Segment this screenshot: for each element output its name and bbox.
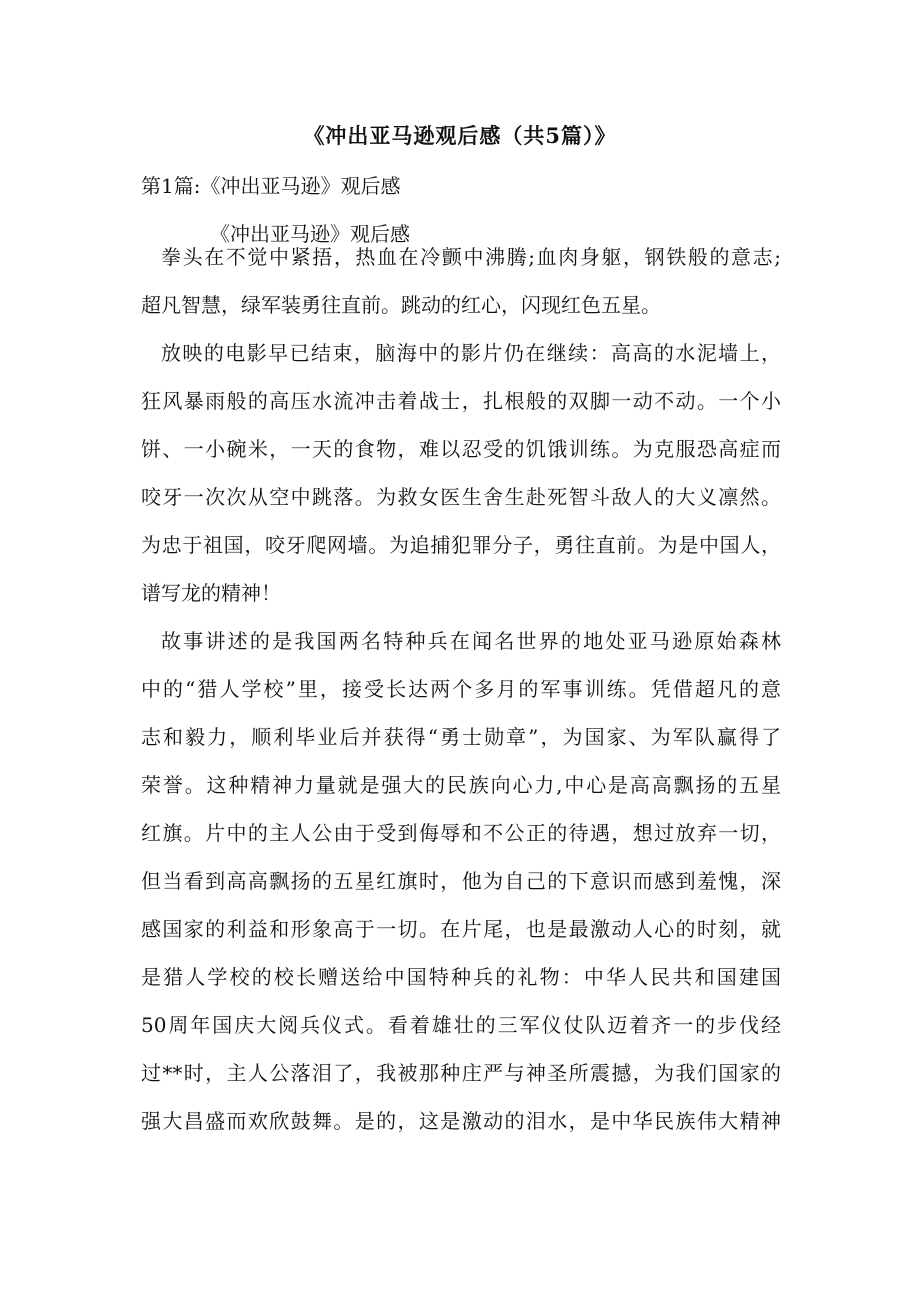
text-line: 谱写龙的精神！ [141, 581, 281, 605]
text-line: 但当看到高高飘扬的五星红旗时，他为自己的下意识而感到羞愧，深 [141, 869, 781, 893]
body-text [141, 233, 781, 1145]
text-line: 红旗。片中的主人公由于受到侮辱和不公正的待遇，想过放弃一切， [141, 821, 781, 845]
text-line: 饼、一小碗米，一天的食物，难以忍受的饥饿训练。为克服恐高症而 [141, 437, 781, 461]
text-line: 狂风暴雨般的高压水流冲击着战士，扎根般的双脚一动不动。一个小 [141, 389, 781, 413]
text-line: 超凡智慧，绿军装勇往直前。跳动的红心，闪现红色五星。 [141, 293, 661, 317]
paragraph [141, 329, 781, 617]
paragraph [141, 617, 781, 1145]
text-line: 咬牙一次次从空中跳落。为救女医生舍生赴死智斗敌人的大义凛然。 [141, 485, 781, 509]
text-line: 是猎人学校的校长赠送给中国特种兵的礼物：中华人民共和国建国 [141, 965, 781, 989]
chapter-heading: 第1篇:《冲出亚马逊》观后感 [141, 174, 401, 198]
text-line: 志和毅力，顺利毕业后并获得“勇士勋章”，为国家、为军队赢得了 [141, 725, 781, 749]
text-line: 故事讲述的是我国两名特种兵在闻名世界的地处亚马逊原始森林 [161, 629, 781, 653]
text-line: 中的“猎人学校”里，接受长达两个多月的军事训练。凭借超凡的意 [141, 677, 781, 701]
text-line: 过**时，主人公落泪了，我被那种庄严与神圣所震撼，为我们国家的 [141, 1061, 781, 1085]
document-title: 《冲出亚马逊观后感（共5篇）》 [303, 123, 617, 148]
text-line: 为忠于祖国，咬牙爬网墙。为追捕犯罪分子，勇往直前。为是中国人， [141, 533, 781, 557]
text-line: 拳头在不觉中紧捂，热血在冷颤中沸腾;血肉身躯，钢铁般的意志; [161, 245, 781, 269]
text-line: 放映的电影早已结束，脑海中的影片仍在继续：高高的水泥墙上， [161, 341, 781, 365]
text-line: 强大昌盛而欢欣鼓舞。是的，这是激动的泪水，是中华民族伟大精神 [141, 1109, 781, 1133]
text-line: 感国家的利益和形象高于一切。在片尾，也是最激动人心的时刻，就 [141, 917, 781, 941]
article-subtitle: 《冲出亚马逊》观后感 [210, 222, 410, 246]
paragraph [141, 233, 781, 329]
text-line: 荣誉。这种精神力量就是强大的民族向心力,中心是高高飘扬的五星 [141, 773, 781, 797]
text-line: 50周年国庆大阅兵仪式。看着雄壮的三军仪仗队迈着齐一的步伐经 [141, 1013, 781, 1037]
